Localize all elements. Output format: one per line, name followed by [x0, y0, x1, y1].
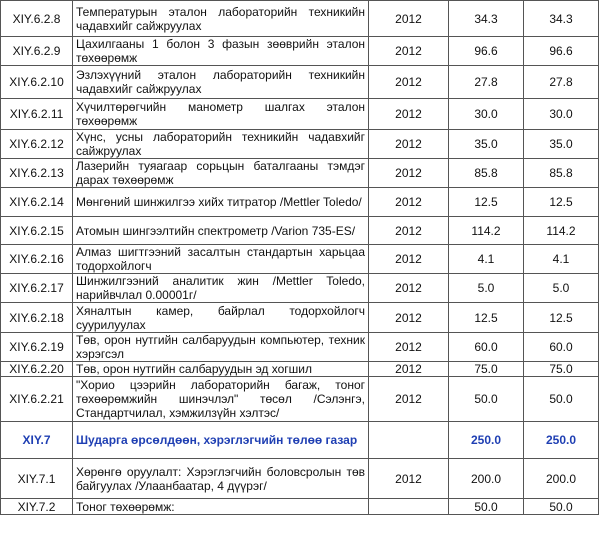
row-code: XIY.6.2.11: [1, 99, 73, 130]
row-description: Хяналтын камер, байрлал тодорхойлогч суурилуулах: [73, 303, 369, 333]
table-row: [1, 1, 599, 37]
row-description: "Хорио цээрийн лабораторийн багаж, тоног төхөөрөмжийн шинэчлэл" төсөл /Сэлэнгэ, Стандартчилал, хэмжилзүйн хэлтэс/: [73, 377, 369, 422]
row-amount-planned: 50.0: [449, 499, 524, 515]
row-description: Температурын эталон лабораторийн техникийн чадавхийг сайжруулах: [73, 1, 369, 37]
row-amount-planned: 4.1: [449, 245, 524, 274]
row-description: Шударга өрсөлдөөн, хэрэглэгчийн төлөө газар: [73, 422, 369, 459]
table-row: [1, 66, 599, 99]
row-code: XIY.6.2.21: [1, 377, 73, 422]
row-description: Хөрөнгө оруулалт: Хэрэглэгчийн боловсролын төв байгуулах /Улаанбаатар, 4 дүүрэг/: [73, 459, 369, 499]
row-amount-planned: 35.0: [449, 130, 524, 159]
row-amount-total: 114.2: [524, 217, 599, 245]
table-row: [1, 159, 599, 188]
row-description: Цахилгааны 1 болон 3 фазын зөөврийн эталон төхөөрөмж: [73, 37, 369, 66]
row-amount-planned: 75.0: [449, 362, 524, 377]
row-amount-total: 250.0: [524, 422, 599, 459]
row-year: 2012: [369, 1, 449, 37]
row-year: [369, 422, 449, 459]
row-amount-total: 30.0: [524, 99, 599, 130]
row-amount-planned: 60.0: [449, 333, 524, 362]
table-row: [1, 303, 599, 333]
row-code: XIY.6.2.12: [1, 130, 73, 159]
row-amount-total: 12.5: [524, 188, 599, 217]
row-code: XIY.6.2.15: [1, 217, 73, 245]
table-row: [1, 245, 599, 274]
row-code: XIY.6.2.9: [1, 37, 73, 66]
row-amount-total: 96.6: [524, 37, 599, 66]
row-code: XIY.6.2.10: [1, 66, 73, 99]
row-year: 2012: [369, 274, 449, 303]
row-year: 2012: [369, 66, 449, 99]
row-code: XIY.7: [1, 422, 73, 459]
row-description: Алмаз шигтгээний засалтын стандартын харьцаа тодорхойлогч: [73, 245, 369, 274]
table-row: [1, 217, 599, 245]
table-row: [1, 422, 599, 459]
row-description: Эзлэхүүний эталон лабораторийн техникийн чадавхийг сайжруулах: [73, 66, 369, 99]
row-description: Хүнс, усны лабораторийн техникийн чадавхийг сайжруулах: [73, 130, 369, 159]
row-amount-total: 200.0: [524, 459, 599, 499]
row-amount-planned: 12.5: [449, 303, 524, 333]
row-amount-planned: 200.0: [449, 459, 524, 499]
table-row: [1, 37, 599, 66]
row-amount-total: 85.8: [524, 159, 599, 188]
row-amount-total: 60.0: [524, 333, 599, 362]
row-year: 2012: [369, 159, 449, 188]
table-row: [1, 459, 599, 499]
row-amount-total: 27.8: [524, 66, 599, 99]
row-year: 2012: [369, 37, 449, 66]
row-code: XIY.6.2.8: [1, 1, 73, 37]
table-row: [1, 362, 599, 377]
row-code: XIY.6.2.14: [1, 188, 73, 217]
row-amount-planned: 114.2: [449, 217, 524, 245]
row-code: XIY.6.2.18: [1, 303, 73, 333]
row-amount-total: 12.5: [524, 303, 599, 333]
row-amount-planned: 5.0: [449, 274, 524, 303]
row-year: 2012: [369, 459, 449, 499]
row-amount-total: 5.0: [524, 274, 599, 303]
row-code: XIY.6.2.16: [1, 245, 73, 274]
row-amount-planned: 85.8: [449, 159, 524, 188]
row-amount-planned: 27.8: [449, 66, 524, 99]
row-description: Төв, орон нутгийн салбаруудын эд хогшил: [73, 362, 369, 377]
row-description: Шинжилгээний аналитик жин /Mettler Toledo, нарийвчлал 0.00001г/: [73, 274, 369, 303]
row-code: XIY.7.2: [1, 499, 73, 515]
table-row: [1, 377, 599, 422]
row-description: Тоног төхөөрөмж:: [73, 499, 369, 515]
row-year: [369, 499, 449, 515]
row-amount-total: 34.3: [524, 1, 599, 37]
table-row: [1, 130, 599, 159]
table-row: [1, 274, 599, 303]
row-year: 2012: [369, 303, 449, 333]
row-amount-planned: 34.3: [449, 1, 524, 37]
row-description: Мөнгөний шинжилгээ хийх титратор /Mettler Toledo/: [73, 188, 369, 217]
table-row: [1, 499, 599, 515]
row-amount-total: 4.1: [524, 245, 599, 274]
row-amount-total: 75.0: [524, 362, 599, 377]
row-amount-total: 50.0: [524, 499, 599, 515]
row-description: Хүчилтөрөгчийн манометр шалгах эталон төхөөрөмж: [73, 99, 369, 130]
row-description: Атомын шингээлтийн спектрометр /Varion 735-ES/: [73, 217, 369, 245]
row-amount-total: 50.0: [524, 377, 599, 422]
table-row: [1, 188, 599, 217]
row-code: XIY.6.2.20: [1, 362, 73, 377]
row-year: 2012: [369, 362, 449, 377]
row-description: Төв, орон нутгийн салбаруудын компьютер, техник хэрэгсэл: [73, 333, 369, 362]
row-year: 2012: [369, 188, 449, 217]
row-year: 2012: [369, 245, 449, 274]
row-year: 2012: [369, 217, 449, 245]
row-amount-planned: 30.0: [449, 99, 524, 130]
row-code: XIY.7.1: [1, 459, 73, 499]
row-amount-planned: 50.0: [449, 377, 524, 422]
row-year: 2012: [369, 377, 449, 422]
row-amount-planned: 250.0: [449, 422, 524, 459]
row-code: XIY.6.2.19: [1, 333, 73, 362]
row-description: Лазерийн туяагаар сорьцын баталгааны тэмдэг дарах төхөөрөмж: [73, 159, 369, 188]
row-year: 2012: [369, 333, 449, 362]
row-amount-planned: 12.5: [449, 188, 524, 217]
row-amount-total: 35.0: [524, 130, 599, 159]
row-code: XIY.6.2.17: [1, 274, 73, 303]
row-amount-planned: 96.6: [449, 37, 524, 66]
row-year: 2012: [369, 130, 449, 159]
row-year: 2012: [369, 99, 449, 130]
row-code: XIY.6.2.13: [1, 159, 73, 188]
table-row: [1, 99, 599, 130]
table-row: [1, 333, 599, 362]
